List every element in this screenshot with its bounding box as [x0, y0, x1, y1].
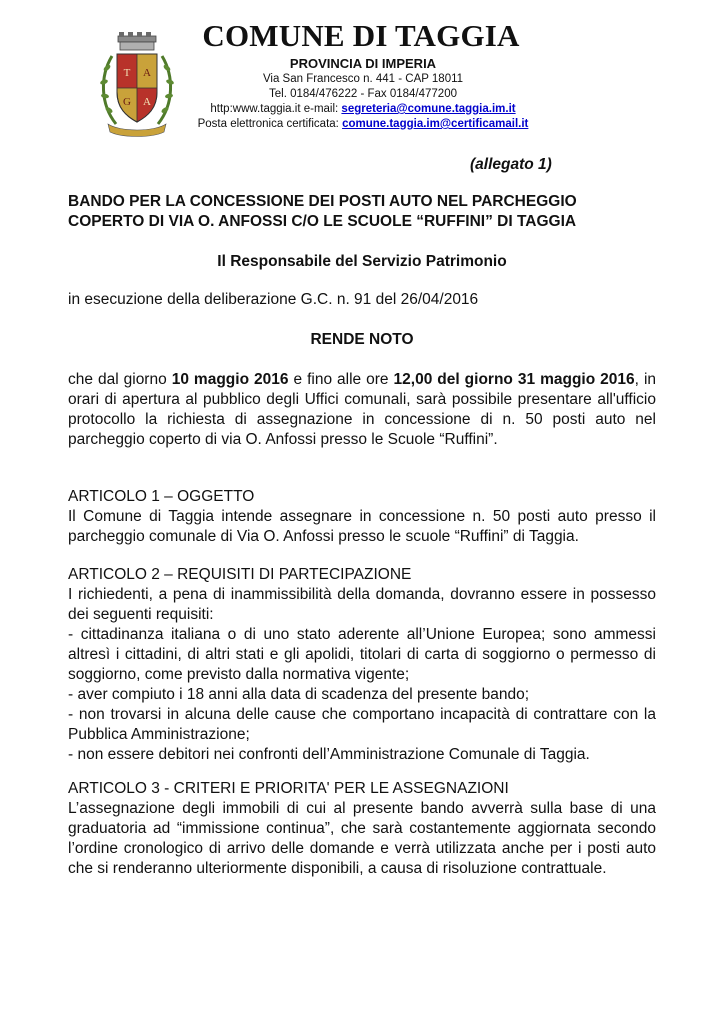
execution-line: in esecuzione della deliberazione G.C. n. 91 del 26/04/2016 [68, 291, 479, 308]
address-line: Via San Francesco n. 441 - CAP 18011 [262, 73, 464, 85]
article-heading: ARTICOLO 3 - CRITERI E PRIORITA' PER LE ASSEGNAZIONI [68, 780, 509, 797]
article-3 [68, 779, 656, 879]
intro-text: che dal giorno [68, 371, 172, 388]
rende-noto-heading: RENDE NOTO [310, 331, 414, 348]
article-2 [68, 565, 656, 765]
pec-line [180, 117, 546, 132]
province-name: PROVINCIA DI IMPERIA [289, 56, 437, 71]
requirement-item: - aver compiuto i 18 anni alla data di scadenza del presente bando; [68, 686, 529, 703]
pec-prefix: Posta elettronica certificata: [197, 118, 343, 130]
requirement-item: - non essere debitori nei confronti dell’Amministrazione Comunale di Taggia. [68, 746, 590, 763]
article-1 [68, 487, 656, 547]
bando-title-line: COPERTO DI VIA O. ANFOSSI C/O LE SCUOLE “RUFFINI” DI TAGGIA [68, 213, 577, 230]
article-text: L’assegnazione degli immobili di cui al presente bando avverrà sulla base di una graduatoria ad “immissione continua”, che sarà costantemente aggiornata secondo l’ordine cronologico di arrivo delle domande e verrà utilizzata anche per i posti auto che si renderanno ulteriormente disponibili, a causa di risoluzione contrattuale. [68, 800, 656, 877]
responsible-heading: Il Responsabile del Servizio Patrimonio [217, 253, 507, 270]
intro-paragraph [68, 370, 656, 450]
crest-letter: T [123, 67, 131, 79]
crest-letter: A [143, 67, 151, 79]
requirement-item: - non trovarsi in alcuna delle cause che comportano incapacità di contrattare con la Pubblica Amministrazione; [68, 706, 656, 743]
letterhead-contacts [180, 56, 546, 132]
article-heading: ARTICOLO 1 – OGGETTO [68, 488, 255, 505]
intro-text: e fino alle ore [288, 371, 394, 388]
web-email-line [180, 102, 546, 117]
article-text: I richiedenti, a pena di inammissibilità della domanda, dovranno essere in possesso dei seguenti requisiti: [68, 586, 656, 623]
pec-link[interactable]: comune.taggia.im@certificamail.it [342, 118, 529, 130]
bando-title [68, 192, 656, 232]
crest-letter: G [123, 96, 131, 108]
deadline: 12,00 del giorno 31 maggio 2016 [393, 371, 635, 388]
email-link[interactable]: segreteria@comune.taggia.im.it [341, 103, 516, 115]
coat-of-arms-icon [98, 32, 176, 140]
start-date: 10 maggio 2016 [171, 371, 289, 388]
intro-text: , in orari di apertura al pubblico degli Uffici comunali, sarà possibile presentare all'ufficio protocollo la richiesta di assegnazione in concessione di n. 50 posti auto nel parcheggio coperto di via O. Anfossi presso le Scuole “Ruffini”. [68, 371, 657, 448]
phone-line: Tel. 0184/476222 - Fax 0184/477200 [269, 88, 457, 100]
article-heading: ARTICOLO 2 – REQUISITI DI PARTECIPAZIONE [68, 566, 412, 583]
web-prefix: http:www.taggia.it e-mail: [210, 103, 342, 115]
attachment-label: (allegato 1) [470, 156, 552, 173]
requirement-item: - cittadinanza italiana o di uno stato aderente all’Unione Europea; sono ammessi altresì i cittadini, di altri stati e gli apolidi, titolari di carta di soggiorno o permesso di soggiorno, come previsto dalla normativa vigente; [68, 626, 656, 683]
bando-title-line: BANDO PER LA CONCESSIONE DEI POSTI AUTO NEL PARCHEGGIO [68, 193, 577, 210]
article-text: Il Comune di Taggia intende assegnare in concessione n. 50 posti auto presso il parcheggio comunale di Via O. Anfossi presso le scuole “Ruffini” di Taggia. [68, 508, 656, 545]
municipality-title: COMUNE DI TAGGIA [202, 18, 520, 53]
crest-letter: A [143, 96, 151, 108]
